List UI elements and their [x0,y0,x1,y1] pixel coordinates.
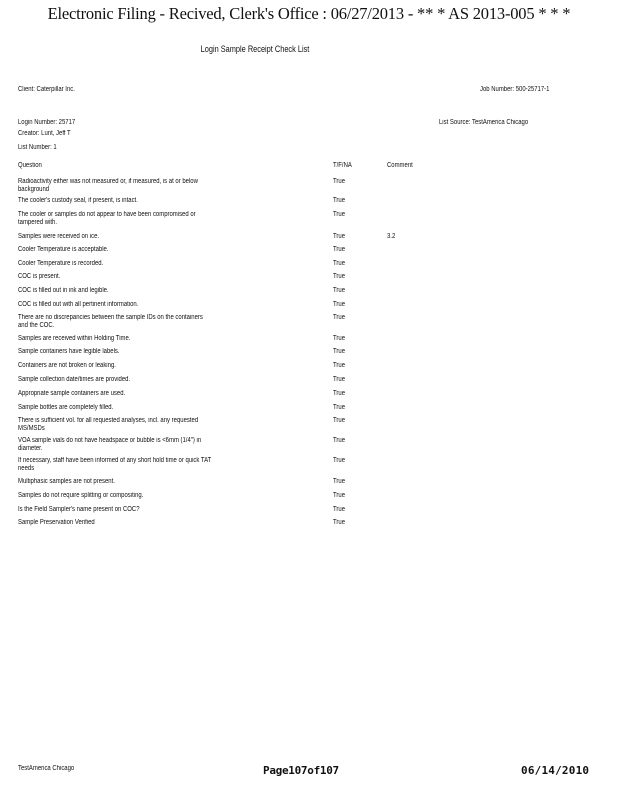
checklist-question: There is sufficient vol. for all requested analyses, incl. any requested MS/MSDs [18,417,199,432]
login-number: Login Number: 25717 [18,119,76,126]
checklist-answer: True [333,457,346,464]
checklist-question: The cooler or samples do not appear to have been compromised or tampered with. [18,211,196,226]
column-header-comment: Comment [387,162,413,169]
document-title: Login Sample Receipt Check List [200,44,310,54]
checklist-question: Radioactivity either was not measured or, if measured, is at or below background [18,178,198,193]
checklist-answer: True [333,246,346,253]
list-number: List Number: 1 [18,144,57,151]
checklist-answer: True [333,362,346,369]
checklist-question: Sample collection date/times are provided. [18,376,131,383]
checklist-question: Cooler Temperature is recorded. [18,260,104,267]
checklist-question: COC is filled out in ink and legible. [18,287,109,294]
checklist-question: Cooler Temperature is acceptable. [18,246,109,253]
checklist-question: Samples are received within Holding Time. [18,335,131,342]
checklist-answer: True [333,260,346,267]
checklist-comment: 3.2 [387,233,396,240]
checklist-answer: True [333,197,346,204]
client-label: Client: Caterpillar Inc. [18,86,75,93]
checklist-answer: True [333,478,346,485]
checklist-answer: True [333,390,346,397]
checklist-question: The cooler's custody seal, if present, is intact. [18,197,138,204]
checklist-answer: True [333,233,346,240]
checklist-answer: True [333,287,346,294]
checklist-answer: True [333,417,346,424]
job-number: Job Number: 500-25717-1 [480,86,550,93]
checklist-answer: True [333,178,346,185]
filing-header: Electronic Filing - Recived, Clerk's Office : 06/27/2013 - ** * AS 2013-005 * * * [47,4,571,23]
checklist-answer: True [333,301,346,308]
creator: Creator: Lunt, Jeff T [18,130,71,137]
checklist-question: COC is filled out with all pertinent information. [18,301,139,308]
checklist-question: There are no discrepancies between the sample IDs on the containers and the COC. [18,314,203,329]
checklist-answer: True [333,314,346,321]
footer-date: 06/14/2010 [521,764,590,777]
checklist-question: COC is present. [18,273,61,280]
checklist-question: Containers are not broken or leaking. [18,362,116,369]
checklist-question: VOA sample vials do not have headspace or bubble is <6mm (1/4") in diameter. [18,437,202,452]
list-source: List Source: TestAmerica Chicago [439,119,529,126]
checklist-question: Appropriate sample containers are used. [18,390,126,397]
checklist-question: Is the Field Sampler's name present on COC? [18,506,140,513]
footer-lab: TestAmerica Chicago [18,765,75,772]
checklist-answer: True [333,492,346,499]
checklist-question: Sample bottles are completely filled. [18,404,114,411]
checklist-answer: True [333,376,346,383]
checklist-question: Sample Preservation Verified [18,519,95,526]
checklist-question: Multiphasic samples are not present. [18,478,115,485]
checklist-question: Sample containers have legible labels. [18,348,120,355]
checklist-question: Samples were received on ice. [18,233,100,240]
checklist-answer: True [333,519,346,526]
checklist-answer: True [333,404,346,411]
checklist-answer: True [333,273,346,280]
checklist-answer: True [333,335,346,342]
checklist-answer: True [333,437,346,444]
footer-page-number: Page107of107 [263,764,339,777]
column-header-tfna: T/F/NA [333,162,352,169]
checklist-answer: True [333,211,346,218]
checklist-answer: True [333,348,346,355]
checklist-question: Samples do not require splitting or compositing. [18,492,144,499]
column-header-question: Question [18,162,42,169]
checklist-question: If necessary, staff have been informed of any short hold time or quick TAT needs [18,457,212,472]
checklist-answer: True [333,506,346,513]
